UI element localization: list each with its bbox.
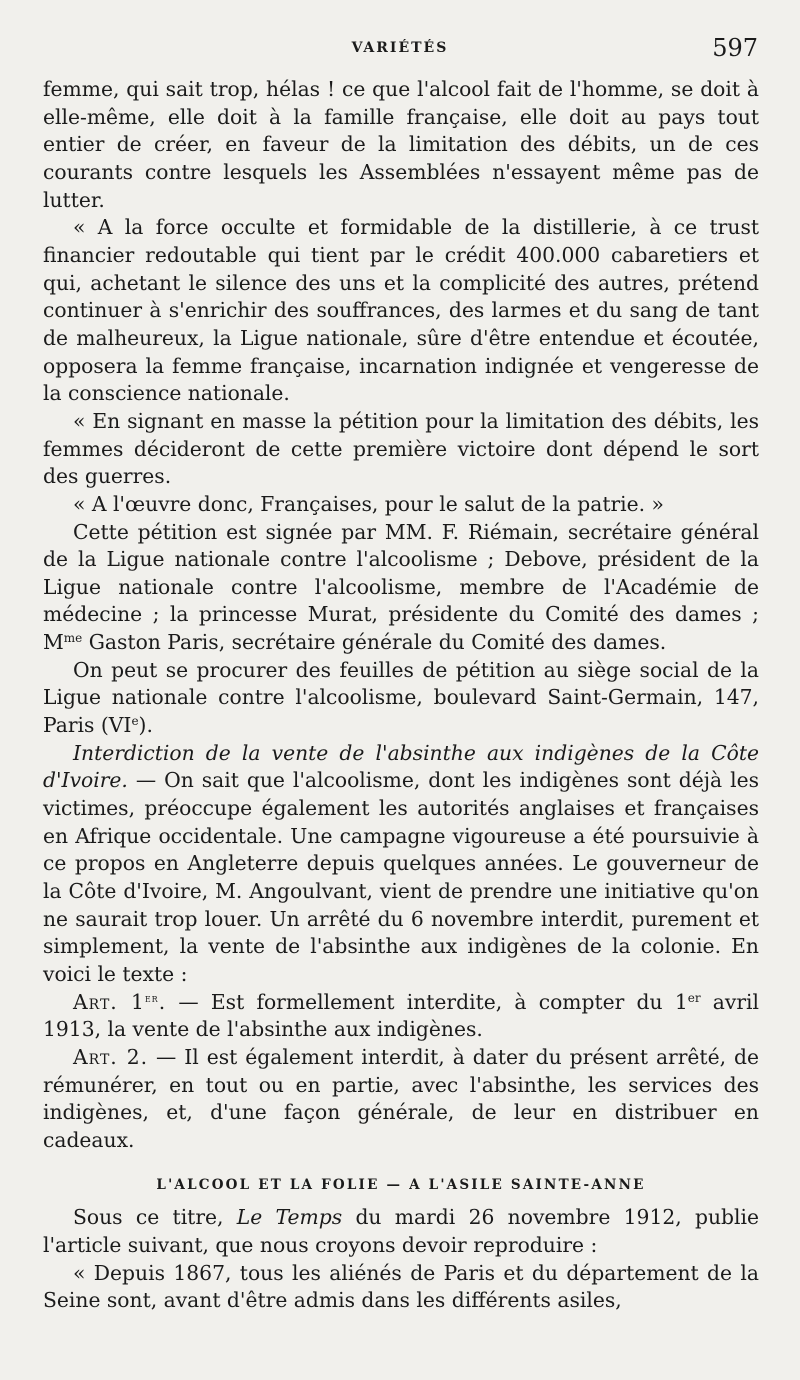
page-number: 597	[712, 34, 758, 62]
absinthe-text: — On sait que l'alcoolisme, dont les indigènes sont déjà les victimes, préoccupe également les autorités anglaises et françaises en Afrique occidentale. Une campagne vigoureuse a été poursuivie à ce propos en Angleterre depuis quelques années. Le gouverneur de la Côte d'Ivoire, M. Angoulvant, vient de prendre une initiative qu'on ne saurait trop louer. Un arrêté du 6 novembre interdit, purement et simplement, la vente de l'absinthe aux indigènes de la colonie. En voici le texte :	[43, 768, 759, 986]
section-heading: L'ALCOOL ET LA FOLIE — A L'ASILE SAINTE-ANNE	[156, 1176, 646, 1193]
article-1-label: Art. 1er.	[73, 989, 167, 1014]
running-head	[40, 34, 760, 68]
newspaper-title: Le Temps	[236, 1205, 343, 1230]
paragraph-distillerie: « A la force occulte et formidable de la distillerie, à ce trust financier redoutable qui tient par le crédit 400.000 cabaretiers et qui, achetant le silence des uns et la complicité des autres, prétend continuer à s'enrichir des souffrances, des larmes et du sang de tant de malheureux, la Ligue nationale, sûre d'être entendue et écoutée, opposera la femme française, incarnation indignée et vengeresse de la conscience nationale.	[43, 215, 759, 406]
paragraph-procurement: On peut se procurer des feuilles de pétition au siège social de la Ligue nationale contre l'alcoolisme, boulevard Saint-Germain, 147, Paris (VIe).	[43, 657, 759, 738]
paragraph-petition: « En signant en masse la pétition pour la limitation des débits, les femmes décideront de cette première victoire dont dépend le sort des guerres.	[43, 408, 759, 489]
page-body	[43, 76, 759, 1315]
paragraph-continuation: femme, qui sait trop, hélas ! ce que l'alcool fait de l'homme, se doit à elle-même, elle doit à la famille française, elle doit au pays tout entier de créer, en faveur de la limitation des débits, un de ces courants contre lesquels les Assemblées n'essayent même pas de lutter.	[43, 77, 759, 212]
paragraph-appeal: « A l'œuvre donc, Françaises, pour le salut de la patrie. »	[73, 491, 664, 516]
paragraph-absinthe	[43, 740, 759, 989]
absinthe-heading: Interdiction de la vente de l'absinthe aux indigènes de la Côte d'Ivoire.	[43, 740, 759, 793]
paragraph-signatories: Cette pétition est signée par MM. F. Riémain, secrétaire général de la Ligue nationale contre l'alcoolisme ; Debove, président de la Ligue nationale contre l'alcoolisme, membre de l'Académie de médecine ; la princesse Murat, présidente du Comité des dames ; $M^{me}$ Gaston Paris, secrétaire générale du Comité des dames.	[43, 519, 759, 655]
section-quote: « Depuis 1867, tous les aliénés de Paris et du département de la Seine sont, avant d'être admis dans les différents asiles,	[43, 1260, 759, 1313]
article-2-label: Art. 2.	[73, 1044, 149, 1069]
article-2-text: — Il est également interdit, à dater du présent arrêté, de rémunérer, en tout ou en partie, avec l'absinthe, les services des indigènes, et, d'une façon générale, de leur en distribuer en cadeaux.	[43, 1044, 759, 1152]
running-head-title: VARIÉTÉS	[351, 40, 449, 56]
section-intro	[43, 1204, 759, 1259]
article-2	[43, 1044, 759, 1155]
section-intro-start: Sous ce titre,	[73, 1205, 237, 1230]
article-1	[43, 989, 759, 1044]
article-1-text: — Est formellement interdite, à compter du 1er avril 1913, la vente de l'absinthe aux indigènes.	[43, 989, 759, 1042]
section-intro-end: du mardi 26 novembre 1912, publie l'article suivant, que nous croyons devoir reproduire :	[43, 1205, 759, 1257]
